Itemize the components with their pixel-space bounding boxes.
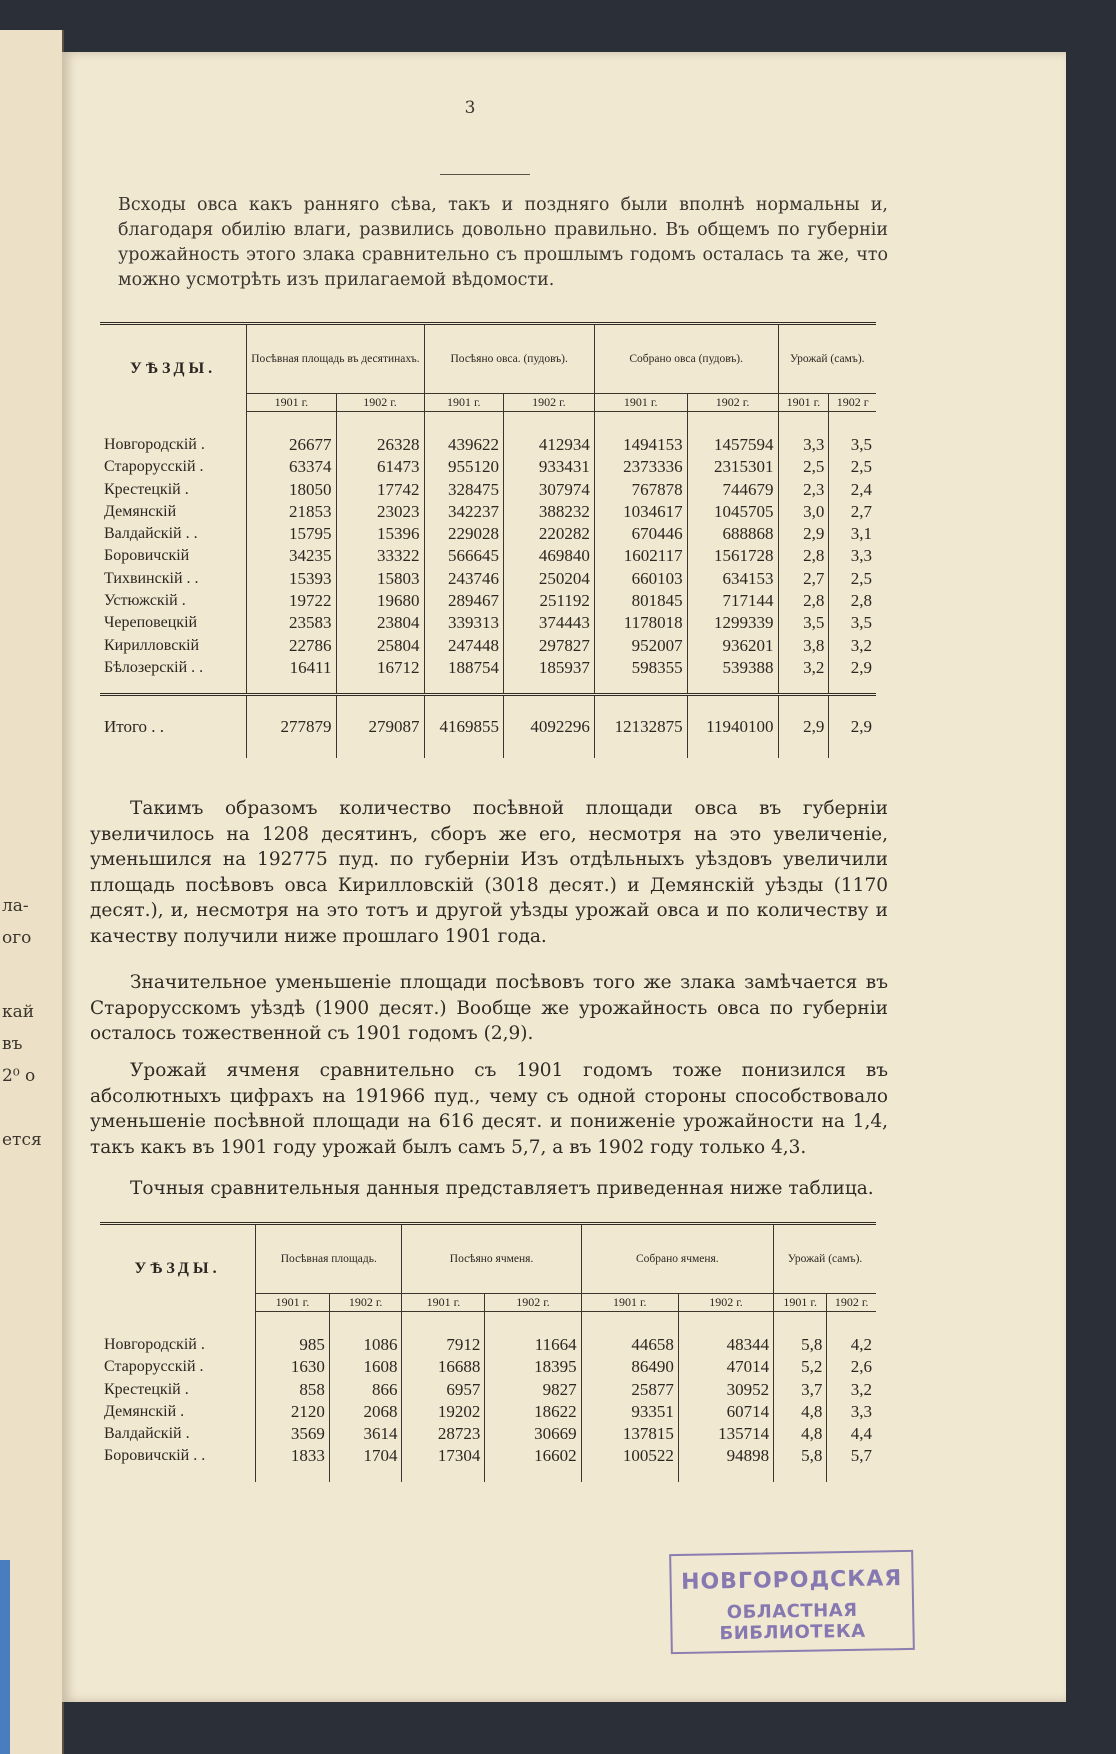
value-cell: 229028 [424,523,503,545]
value-cell: 16688 [402,1356,485,1378]
value-cell: 342237 [424,501,503,523]
total-row [100,695,876,759]
value-cell: 3569 [256,1423,330,1445]
value-cell: 4,8 [774,1423,827,1445]
uezd-name: Боровичскій [104,547,190,565]
value-cell: 44658 [581,1334,678,1356]
value-cell: 2,9 [829,657,876,679]
value-cell: 6957 [402,1379,485,1401]
value-cell: 388232 [503,501,594,523]
paragraph-oats-summary: Такимъ образомъ количество посѣвной площади овса въ губерніи увеличилось на 1208 десятинъ, сборъ же его, несмотря на это увеличеніе, уменьшился на 192775 пуд. по губерніи Изъ отдѣльныхъ уѣздовъ увеличили площадь посѣвовъ овса Кирилловскій (3018 десят.) и Демянскій уѣзды (1170 десят.), и, несмотря на это тотъ и другой уѣзды урожай овса и по количеству и качеству получили ниже прошлаго 1901 года. [90,798,888,947]
year-header: 1901 г. [247,394,336,412]
year-header: 1901 г. [402,1294,485,1312]
group-header: Собрано овса (пудовъ). [594,324,778,394]
value-cell: 61473 [336,456,424,478]
table-row [100,1445,876,1467]
year-header: 1902 г [829,394,876,412]
value-cell: 439622 [424,434,503,456]
page-number: 3 [464,98,476,118]
uezd-name: Тихвинскій . . [104,569,199,587]
year-header: 1902 г. [503,394,594,412]
table-row [100,568,876,590]
table-row [100,657,876,679]
value-cell: 289467 [424,590,503,612]
table-spacer [100,1468,876,1482]
value-cell: 2,9 [829,695,876,759]
value-cell: 60714 [678,1401,773,1423]
value-cell: 19202 [402,1401,485,1423]
table-row [100,434,876,456]
table-spacer [100,412,876,435]
value-cell: 19722 [247,590,336,612]
value-cell: 3,3 [827,1401,876,1423]
value-cell: 2068 [329,1401,402,1423]
value-cell: 1457594 [687,434,778,456]
value-cell: 2,3 [778,479,829,501]
value-cell: 1704 [329,1445,402,1467]
value-cell: 688868 [687,523,778,545]
value-cell: 279087 [336,695,424,759]
prev-page-fragment: кай [2,1002,35,1022]
value-cell: 2,8 [778,545,829,567]
value-cell: 33322 [336,545,424,567]
value-cell: 1034617 [594,501,687,523]
group-header: Урожай (самъ). [774,1224,876,1294]
value-cell: 188754 [424,657,503,679]
year-header: 1902 г. [336,394,424,412]
value-cell: 3,7 [774,1379,827,1401]
prev-page-fragment: ла- [2,896,29,916]
table-row [100,479,876,501]
value-cell: 26677 [247,434,336,456]
value-cell: 2,7 [829,501,876,523]
value-cell: 3,1 [829,523,876,545]
value-cell: 566645 [424,545,503,567]
value-cell: 2373336 [594,456,687,478]
value-cell: 2,8 [829,590,876,612]
value-cell: 339313 [424,612,503,634]
value-cell: 634153 [687,568,778,590]
value-cell: 4,2 [827,1334,876,1356]
year-header: 1901 г. [581,1294,678,1312]
value-cell: 48344 [678,1334,773,1356]
value-cell: 5,8 [774,1334,827,1356]
table-row [100,1334,876,1356]
value-cell: 47014 [678,1356,773,1378]
value-cell: 1086 [329,1334,402,1356]
oats-table [100,322,876,758]
value-cell: 18395 [485,1356,581,1378]
value-cell: 985 [256,1334,330,1356]
barley-table [100,1222,876,1482]
previous-page-edge [0,30,64,1754]
value-cell: 3,2 [827,1379,876,1401]
value-cell: 30669 [485,1423,581,1445]
value-cell: 19680 [336,590,424,612]
value-cell: 15393 [247,568,336,590]
value-cell: 3,2 [778,657,829,679]
value-cell: 767878 [594,479,687,501]
uezd-name: Новгородскій . [104,1336,205,1353]
value-cell: 1833 [256,1445,330,1467]
uezd-name: Старорусскій . [104,1358,204,1376]
value-cell: 1561728 [687,545,778,567]
stamp-line2: ОБЛАСТНАЯ БИБЛИОТЕКА [719,1599,866,1645]
value-cell: 5,2 [774,1356,827,1378]
value-cell: 25877 [581,1379,678,1401]
uezd-name: Боровичскій . . [104,1447,206,1465]
value-cell: 251192 [503,590,594,612]
year-header: 1901 г. [774,1294,827,1312]
group-header: Посѣяно овса. (пудовъ). [424,324,594,394]
uezd-name: Новгородскій . [104,436,205,453]
value-cell: 16602 [485,1445,581,1467]
year-header: 1901 г. [256,1294,330,1312]
table-row [100,456,876,478]
value-cell: 2,9 [778,695,829,759]
value-cell: 2,5 [778,456,829,478]
value-cell: 412934 [503,434,594,456]
value-cell: 4169855 [424,695,503,759]
value-cell: 94898 [678,1445,773,1467]
value-cell: 18622 [485,1401,581,1423]
value-cell: 247448 [424,635,503,657]
value-cell: 2120 [256,1401,330,1423]
value-cell: 1045705 [687,501,778,523]
paragraph-table-intro: Точныя сравнительныя данныя представляетъ приведенная ниже таблица. [130,1178,874,1199]
paragraph-barley-harvest: Урожай ячменя сравнительно съ 1901 годомъ тоже понизился въ абсолютныхъ цифрахъ на 191966 пуд., чему съ одной стороны способствовало уменьшеніе посѣвной площади на 616 десят. и пониженіе урожайности на 1,4, такъ какъ въ 1901 году урожай былъ самъ 5,7, а въ 1902 году только 4,3. [90,1060,888,1158]
value-cell: 2,5 [829,568,876,590]
binding-strip [0,1560,10,1754]
value-cell: 100522 [581,1445,678,1467]
value-cell: 28723 [402,1423,485,1445]
table-row [100,1356,876,1378]
value-cell: 3,5 [829,434,876,456]
value-cell: 16712 [336,657,424,679]
value-cell: 11940100 [687,695,778,759]
page-number-rule [440,174,530,175]
prev-page-fragment: ется [2,1130,42,1150]
group-header: Посѣвная площадь. [256,1224,402,1294]
value-cell: 469840 [503,545,594,567]
value-cell: 7912 [402,1334,485,1356]
value-cell: 17304 [402,1445,485,1467]
value-cell: 15396 [336,523,424,545]
uezd-name: Череповецкій [104,614,198,632]
value-cell: 598355 [594,657,687,679]
value-cell: 9827 [485,1379,581,1401]
year-header: 1902 г. [485,1294,581,1312]
prev-page-fragment: въ [2,1034,23,1054]
value-cell: 250204 [503,568,594,590]
year-header: 1901 г. [424,394,503,412]
group-header: Урожай (самъ). [778,324,876,394]
value-cell: 933431 [503,456,594,478]
group-header: Посѣяно ячменя. [402,1224,581,1294]
value-cell: 18050 [247,479,336,501]
uezd-name: Бѣлозерскій . . [104,658,204,676]
uezd-name: Итого . . [100,695,247,759]
value-cell: 3,3 [829,545,876,567]
group-header: Собрано ячменя. [581,1224,773,1294]
value-cell: 63374 [247,456,336,478]
value-cell: 2,4 [829,479,876,501]
year-header: 1902 г. [687,394,778,412]
value-cell: 539388 [687,657,778,679]
value-cell: 93351 [581,1401,678,1423]
value-cell: 2,8 [778,590,829,612]
value-cell: 1299339 [687,612,778,634]
value-cell: 243746 [424,568,503,590]
value-cell: 3,2 [829,635,876,657]
value-cell: 3,5 [829,612,876,634]
value-cell: 955120 [424,456,503,478]
value-cell: 801845 [594,590,687,612]
value-cell: 1602117 [594,545,687,567]
value-cell: 1494153 [594,434,687,456]
uezd-name: Демянскій . [104,1402,185,1420]
value-cell: 16411 [247,657,336,679]
value-cell: 15803 [336,568,424,590]
value-cell: 34235 [247,545,336,567]
uezd-name: Валдайскій . [104,1425,190,1443]
uezd-header: УѢЗДЫ. [100,1224,256,1312]
uezd-name: Крестецкій . [104,480,189,498]
value-cell: 2,7 [778,568,829,590]
year-header: 1902 г. [329,1294,402,1312]
value-cell: 374443 [503,612,594,634]
group-header: Посѣвная площадь въ десятинахъ. [247,324,424,394]
table-row [100,1401,876,1423]
value-cell: 5,7 [827,1445,876,1467]
uezd-name: Крестецкій . [104,1380,189,1398]
uezd-name: Устюжскій . [104,592,186,610]
value-cell: 30952 [678,1379,773,1401]
value-cell: 4092296 [503,695,594,759]
value-cell: 22786 [247,635,336,657]
value-cell: 15795 [247,523,336,545]
value-cell: 936201 [687,635,778,657]
uezd-header: УѢЗДЫ. [100,324,247,412]
value-cell: 3614 [329,1423,402,1445]
year-header: 1901 г. [594,394,687,412]
uezd-name: Демянскій [104,502,177,520]
table-row [100,1423,876,1445]
value-cell: 2,6 [827,1356,876,1378]
year-header: 1901 г. [778,394,829,412]
table-spacer [100,679,876,695]
stamp-line1: НОВГОРОДСКАЯ [680,1566,903,1595]
value-cell: 86490 [581,1356,678,1378]
value-cell: 3,3 [778,434,829,456]
library-stamp [669,1550,915,1654]
value-cell: 23804 [336,612,424,634]
value-cell: 4,4 [827,1423,876,1445]
value-cell: 2315301 [687,456,778,478]
table-spacer [100,1312,876,1335]
value-cell: 858 [256,1379,330,1401]
value-cell: 660103 [594,568,687,590]
value-cell: 952007 [594,635,687,657]
value-cell: 5,8 [774,1445,827,1467]
value-cell: 2,5 [829,456,876,478]
value-cell: 185937 [503,657,594,679]
value-cell: 23583 [247,612,336,634]
value-cell: 135714 [678,1423,773,1445]
table-row [100,545,876,567]
value-cell: 744679 [687,479,778,501]
value-cell: 3,5 [778,612,829,634]
value-cell: 277879 [247,695,336,759]
value-cell: 2,9 [778,523,829,545]
uezd-name: Валдайскій . . [104,525,198,543]
value-cell: 3,0 [778,501,829,523]
prev-page-fragment: 2⁰ о [2,1066,36,1086]
paragraph-staraya-russa: Значительное уменьшеніе площади посѣвовъ того же злака замѣчается въ Старорусскомъ уѣздѣ (1900 десят.) Вообще же урожайность овса по губерніи осталось тожественной съ 1901 годомъ (2,9). [90,972,888,1044]
table-row [100,523,876,545]
value-cell: 11664 [485,1334,581,1356]
table-row [100,501,876,523]
uezd-name: Кирилловскій [104,636,200,654]
value-cell: 137815 [581,1423,678,1445]
year-header: 1902 г. [827,1294,876,1312]
value-cell: 297827 [503,635,594,657]
value-cell: 866 [329,1379,402,1401]
table-row [100,590,876,612]
value-cell: 328475 [424,479,503,501]
value-cell: 307974 [503,479,594,501]
value-cell: 1630 [256,1356,330,1378]
value-cell: 23023 [336,501,424,523]
value-cell: 4,8 [774,1401,827,1423]
prev-page-fragment: ого [2,928,32,948]
value-cell: 220282 [503,523,594,545]
value-cell: 17742 [336,479,424,501]
value-cell: 3,8 [778,635,829,657]
table-row [100,1379,876,1401]
value-cell: 1178018 [594,612,687,634]
value-cell: 21853 [247,501,336,523]
uezd-name: Старорусскій . [104,458,204,476]
value-cell: 1608 [329,1356,402,1378]
value-cell: 26328 [336,434,424,456]
value-cell: 12132875 [594,695,687,759]
year-header: 1902 г. [678,1294,773,1312]
value-cell: 670446 [594,523,687,545]
value-cell: 25804 [336,635,424,657]
table-row [100,635,876,657]
value-cell: 717144 [687,590,778,612]
table-row [100,612,876,634]
paragraph-oats-intro: Всходы овса какъ ранняго сѣва, такъ и поздняго были вполнѣ нормальны и, благодаря обилію влаги, развились довольно правильно. Въ общемъ по губерніи урожайность этого злака сравнительно съ прошлымъ годомъ осталась та же, что можно усмотрѣть изъ прилагаемой вѣдомости. [118,195,888,290]
